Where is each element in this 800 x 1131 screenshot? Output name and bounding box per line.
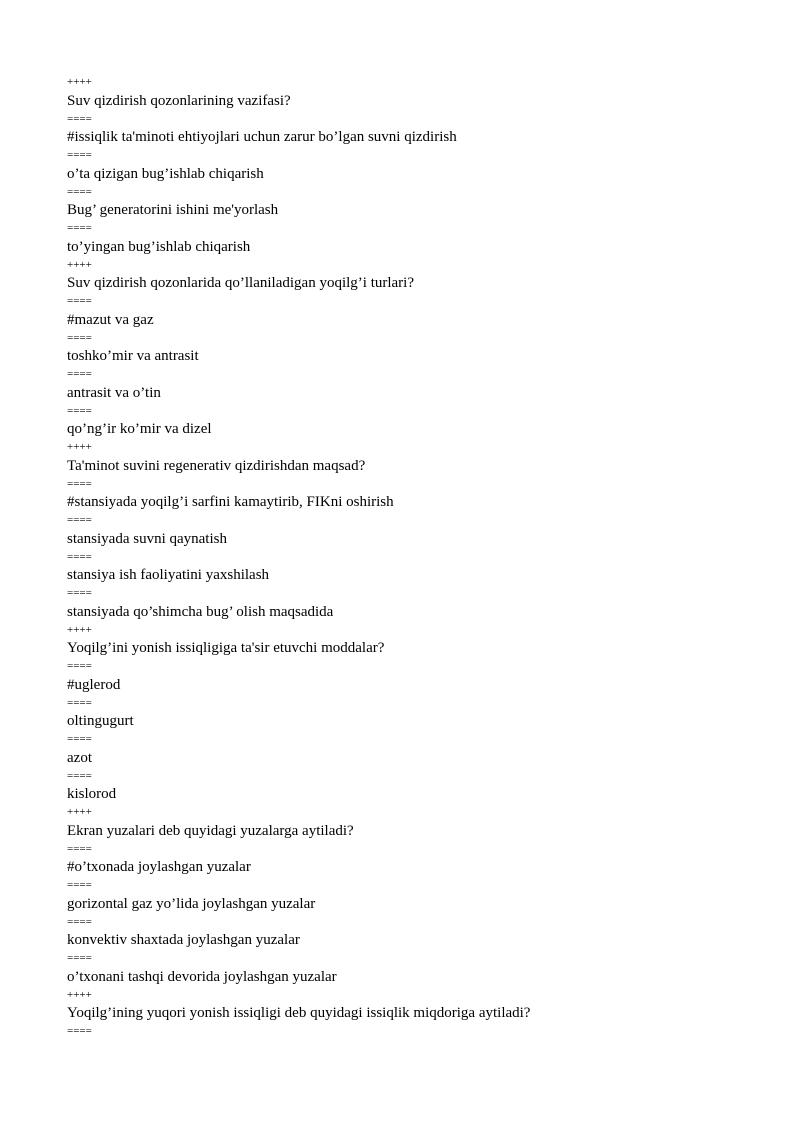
text-line: o’ta qizigan bug’ishlab chiqarish xyxy=(67,165,264,182)
text-line: Yoqilg’ini yonish issiqligiga ta'sir etuvchi moddalar? xyxy=(67,640,385,656)
text-line: Suv qizdirish qozonlarining vazifasi? xyxy=(67,92,291,109)
text-line: kislorod xyxy=(67,786,117,802)
separator-line: ++++ xyxy=(67,258,92,271)
text-line: #mazut va gaz xyxy=(67,311,154,328)
separator-line: ==== xyxy=(67,587,92,599)
separator-line: ++++ xyxy=(67,441,92,453)
separator-line: ==== xyxy=(67,915,92,928)
separator-line: ==== xyxy=(67,550,92,563)
separator-line: ++++ xyxy=(67,76,92,88)
separator-line: ==== xyxy=(67,952,92,964)
text-line: toshko’mir va antrasit xyxy=(67,348,199,364)
separator-line: ==== xyxy=(67,733,92,745)
text-line: to’yingan bug’ishlab chiqarish xyxy=(67,238,251,255)
text-line: oltingugurt xyxy=(67,713,134,729)
separator-line: ==== xyxy=(67,185,92,198)
separator-line: ==== xyxy=(67,477,92,490)
separator-line: ==== xyxy=(67,149,92,161)
text-line: konvektiv shaxtada joylashgan yuzalar xyxy=(67,932,300,948)
separator-line: ==== xyxy=(67,112,92,125)
separator-line: ==== xyxy=(67,295,92,307)
text-line: Yoqilg’ining yuqori yonish issiqligi deb quyidagi issiqlik miqdoriga aytiladi? xyxy=(67,1005,531,1021)
text-line: Suv qizdirish qozonlarida qo’llaniladigan yoqilg’i turlari? xyxy=(67,275,414,291)
text-line: #uglerod xyxy=(67,676,121,693)
separator-line: ++++ xyxy=(67,806,92,818)
text-line: qo’ng’ir ko’mir va dizel xyxy=(67,421,212,437)
text-line: azot xyxy=(67,749,92,766)
separator-line: ++++ xyxy=(67,988,92,1001)
separator-line: ==== xyxy=(67,222,92,234)
text-line: Ta'minot suvini regenerativ qizdirishdan maqsad? xyxy=(67,457,366,474)
text-line: #stansiyada yoqilg’i sarfini kamaytirib, FIKni oshirish xyxy=(67,494,394,510)
text-line: Bug’ generatorini ishini me'yorlash xyxy=(67,202,279,218)
separator-line: ==== xyxy=(67,660,92,672)
separator-line: ==== xyxy=(67,879,92,891)
text-line: o’txonani tashqi devorida joylashgan yuzalar xyxy=(67,968,337,985)
text-line: antrasit va o’tin xyxy=(67,384,161,401)
text-line: #issiqlik ta'minoti ehtiyojlari uchun zarur bo’lgan suvni qizdirish xyxy=(67,129,457,145)
separator-line: ==== xyxy=(67,696,92,709)
separator-line: ==== xyxy=(67,842,92,855)
text-line: stansiyada suvni qaynatish xyxy=(67,530,227,547)
document-body xyxy=(67,76,767,1038)
separator-line: ++++ xyxy=(67,623,92,636)
separator-line: ==== xyxy=(67,1025,92,1037)
text-line: gorizontal gaz yo’lida joylashgan yuzalar xyxy=(67,895,316,912)
separator-line: ==== xyxy=(67,331,92,344)
separator-line: ==== xyxy=(67,368,92,380)
separator-line: ==== xyxy=(67,404,92,417)
separator-line: ==== xyxy=(67,769,92,782)
text-line: stansiyada qo’shimcha bug’ olish maqsadida xyxy=(67,603,334,620)
text-line: #o’txonada joylashgan yuzalar xyxy=(67,859,251,875)
separator-line: ==== xyxy=(67,514,92,526)
text-line: Ekran yuzalari deb quyidagi yuzalarga aytiladi? xyxy=(67,822,354,839)
text-line: stansiya ish faoliyatini yaxshilash xyxy=(67,567,270,583)
